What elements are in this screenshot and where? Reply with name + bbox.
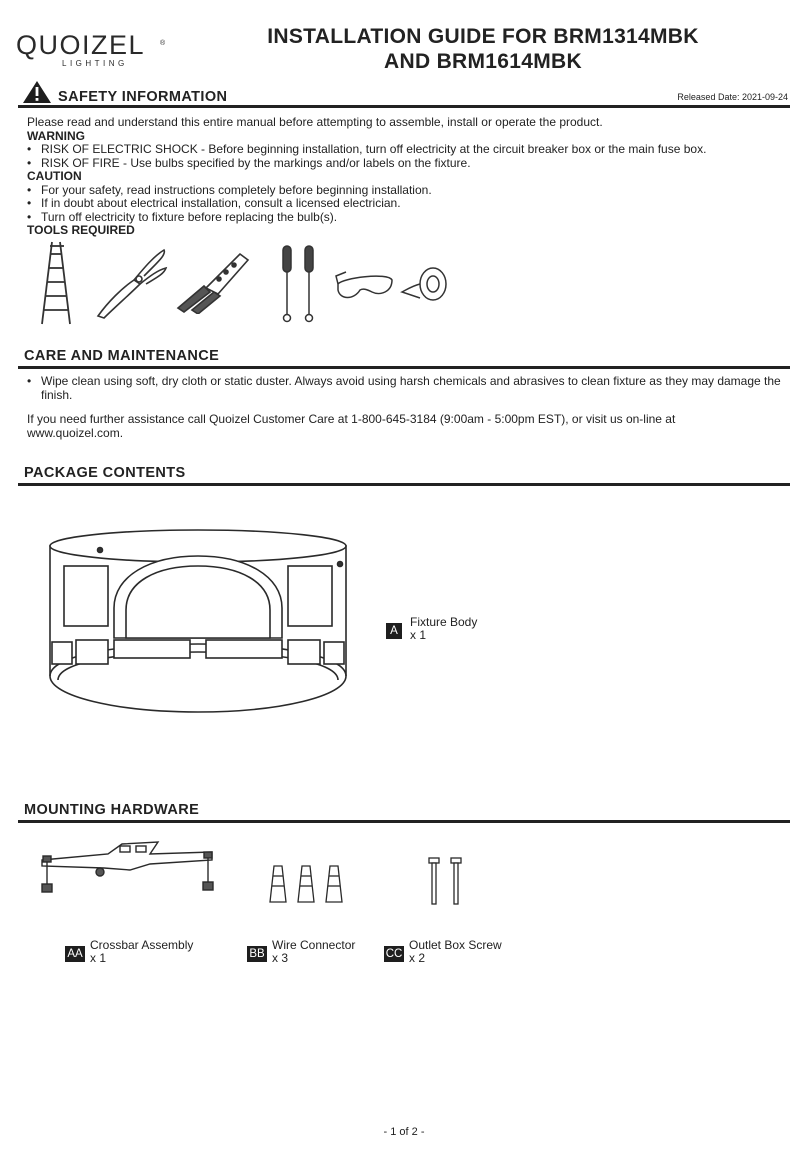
- title-line-2: AND BRM1614MBK: [384, 50, 582, 73]
- hardware-heading: MOUNTING HARDWARE: [24, 802, 200, 818]
- warning-icon: [22, 80, 52, 104]
- warning-item: • RISK OF FIRE - Use bulbs specified by the markings and/or labels on the fixture.: [27, 157, 797, 171]
- caution-heading: CAUTION: [27, 169, 82, 183]
- care-body: [27, 375, 789, 440]
- item-qty: x 2: [409, 951, 426, 965]
- safety-body: [27, 116, 797, 238]
- brand-registered: ®: [160, 40, 166, 47]
- item-key-badge: AA: [65, 946, 85, 962]
- item-key-badge: A: [386, 623, 402, 639]
- item-name: Wire Connector: [272, 938, 356, 952]
- divider: [18, 366, 790, 369]
- warning-heading: WARNING: [27, 128, 85, 143]
- item-key-badge: BB: [247, 946, 267, 962]
- title-line-1: INSTALLATION GUIDE FOR BRM1314MBK: [267, 25, 699, 48]
- screwdrivers-icon: [278, 244, 320, 326]
- wire-stripper-icon: [174, 248, 252, 314]
- pliers-icon: [94, 246, 170, 320]
- crossbar-illustration: [38, 838, 218, 894]
- electrical-tape-icon: [400, 266, 450, 306]
- outlet-box-screws-illustration: [426, 856, 466, 906]
- assist-url: www.quoizel.com.: [27, 425, 124, 440]
- item-qty: x 1: [410, 628, 427, 642]
- item-key-badge: CC: [385, 948, 403, 960]
- item-label: [272, 939, 355, 965]
- warning-item: • RISK OF ELECTRIC SHOCK - Before beginning installation, turn off electricity at the circuit breaker box or the main fuse box.: [27, 143, 797, 157]
- fixture-body-illustration: [40, 526, 356, 722]
- tools-heading: TOOLS REQUIRED: [27, 223, 135, 237]
- page-title: [200, 24, 766, 74]
- item-qty: x 1: [90, 951, 107, 965]
- assist-text: If you need further assistance call Quoizel Customer Care at 1-800-645-3184 (9:00am - 5:00pm EST), or visit us on-line at: [27, 412, 676, 426]
- page-number: - 1 of 2 -: [383, 1126, 425, 1138]
- item-name: Fixture Body: [410, 615, 478, 629]
- item-label: [410, 616, 477, 642]
- item-label: [90, 939, 193, 965]
- item-name: Outlet Box Screw: [409, 938, 502, 952]
- divider: [18, 105, 790, 108]
- released-date: Released Date: 2021-09-24: [677, 92, 788, 102]
- brand-sub: LIGHTING: [62, 59, 128, 68]
- safety-heading: SAFETY INFORMATION: [58, 89, 228, 105]
- safety-intro: Please read and understand this entire manual before attempting to assemble, install or operate the product.: [27, 115, 603, 129]
- package-heading: PACKAGE CONTENTS: [24, 465, 186, 481]
- item-label: [409, 939, 502, 965]
- care-item: • Wipe clean using soft, dry cloth or static duster. Always avoid using harsh chemicals and abrasives to clean fixture as they may damage the finish.: [27, 375, 789, 402]
- divider: [18, 820, 790, 823]
- caution-item: • Turn off electricity to fixture before replacing the bulb(s).: [27, 211, 797, 225]
- ladder-icon: [38, 240, 74, 326]
- caution-item: • If in doubt about electrical installation, consult a licensed electrician.: [27, 197, 797, 211]
- divider: [18, 483, 790, 486]
- care-heading: CARE AND MAINTENANCE: [24, 348, 220, 364]
- caution-item: • For your safety, read instructions completely before beginning installation.: [27, 184, 797, 198]
- brand-logo: QUOIZEL: [16, 30, 146, 60]
- item-qty: x 3: [272, 951, 289, 965]
- item-name: Crossbar Assembly: [90, 938, 194, 952]
- wire-connectors-illustration: [266, 862, 350, 906]
- safety-glasses-icon: [334, 266, 394, 306]
